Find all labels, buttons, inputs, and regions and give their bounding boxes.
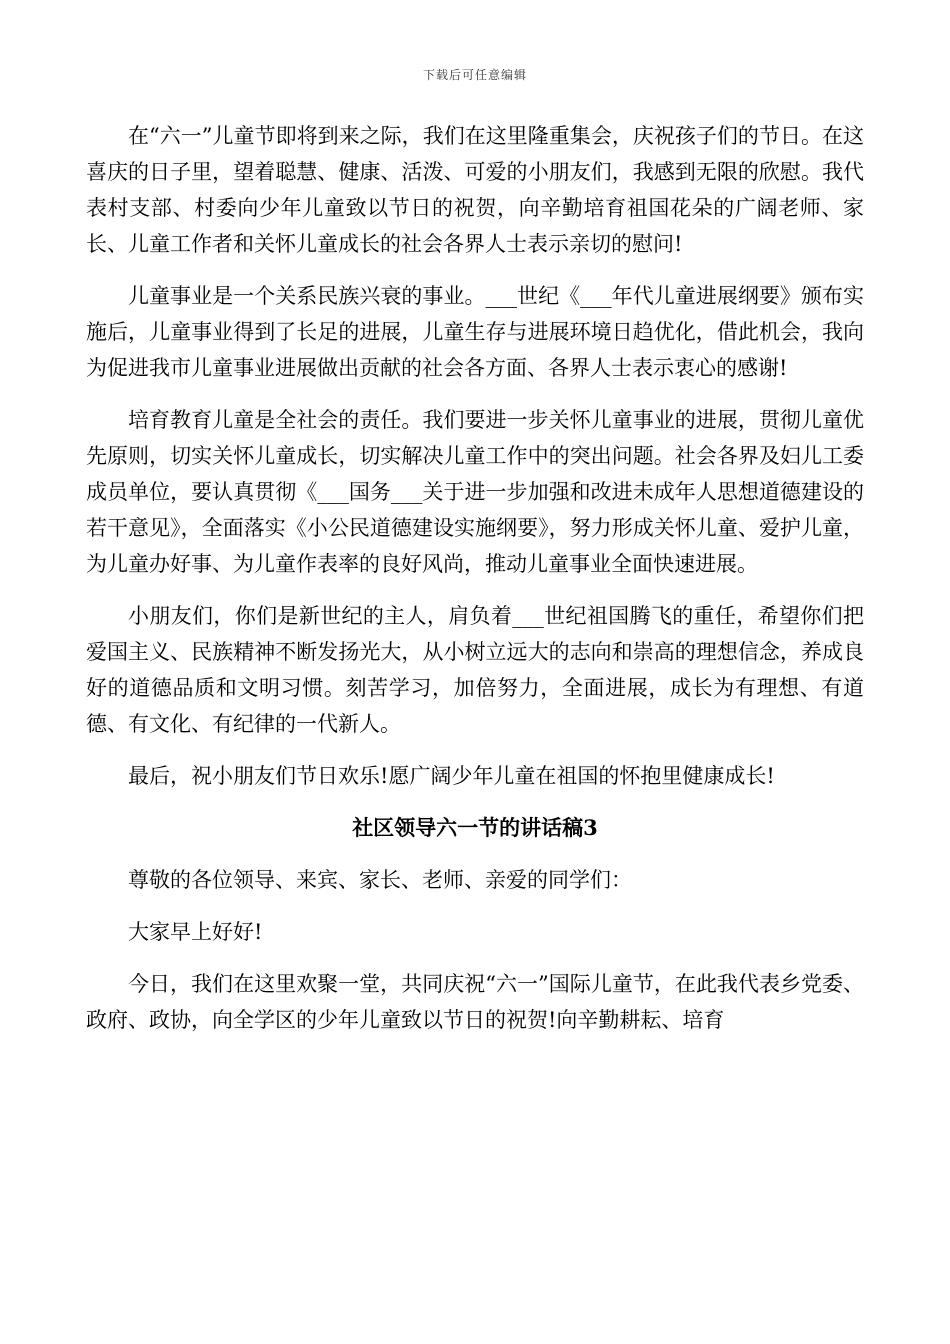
paragraph: 培育教育儿童是全社会的责任。我们要进一步关怀儿童事业的进展，贯彻儿童优先原则，切实关怀儿童成长，切实解决儿童工作中的突出问题。社会各界及妇儿工委成员单位，要认真贯彻《___国务___关于进一步加强和改进未成年人思想道德建设的若干意见》，全面落实《小公民道德建设实施纲要》，努力形成关怀儿童、爱护儿童，为儿童办好事、为儿童作表率的良好风尚，推动儿童事业全面快速进展。 — [86, 408, 864, 576]
document-body — [86, 118, 864, 1054]
paragraph: 尊敬的各位领导、来宾、家长、老师、亲爱的同学们： — [128, 868, 632, 892]
paragraph: 在“六一”儿童节即将到来之际，我们在这里隆重集会，庆祝孩子们的节日。在这喜庆的日子里，望着聪慧、健康、活泼、可爱的小朋友们，我感到无限的欣慰。我代表村支部、村委向少年儿童致以节日的祝贺，向辛勤培育祖国花朵的广阔老师、家长、儿童工作者和关怀儿童成长的社会各界人士表示亲切的慰问! — [86, 124, 864, 256]
paragraph: 最后，祝小朋友们节日欢乐!愿广阔少年儿童在祖国的怀抱里健康成长! — [128, 764, 775, 788]
section-title: 社区领导六一节的讲话稿3 — [352, 815, 598, 840]
header-note: 下载后可任意编辑 — [422, 68, 527, 82]
paragraph: 儿童事业是一个关系民族兴衰的事业。___世纪《___年代儿童进展纲要》颁布实施后，儿童事业得到了长足的进展，儿童生存与进展环境日趋优化，借此机会，我向为促进我市儿童事业进展做出贡献的社会各方面、各界人士表示衷心的感谢! — [86, 284, 864, 380]
paragraph: 小朋友们，你们是新世纪的主人，肩负着___世纪祖国腾飞的重任，希望你们把爱国主义、民族精神不断发扬光大，从小树立远大的志向和崇高的理想信念，养成良好的道德品质和文明习惯。刻苦学习，加倍努力，全面进展，成长为有理想、有道德、有文化、有纪律的一代新人。 — [86, 604, 864, 736]
paragraph: 今日，我们在这里欢聚一堂，共同庆祝“六一”国际儿童节，在此我代表乡党委、政府、政协，向全学区的少年儿童致以节日的祝贺!向辛勤耕耘、培育 — [86, 972, 864, 1032]
paragraph: 大家早上好好! — [128, 920, 263, 944]
